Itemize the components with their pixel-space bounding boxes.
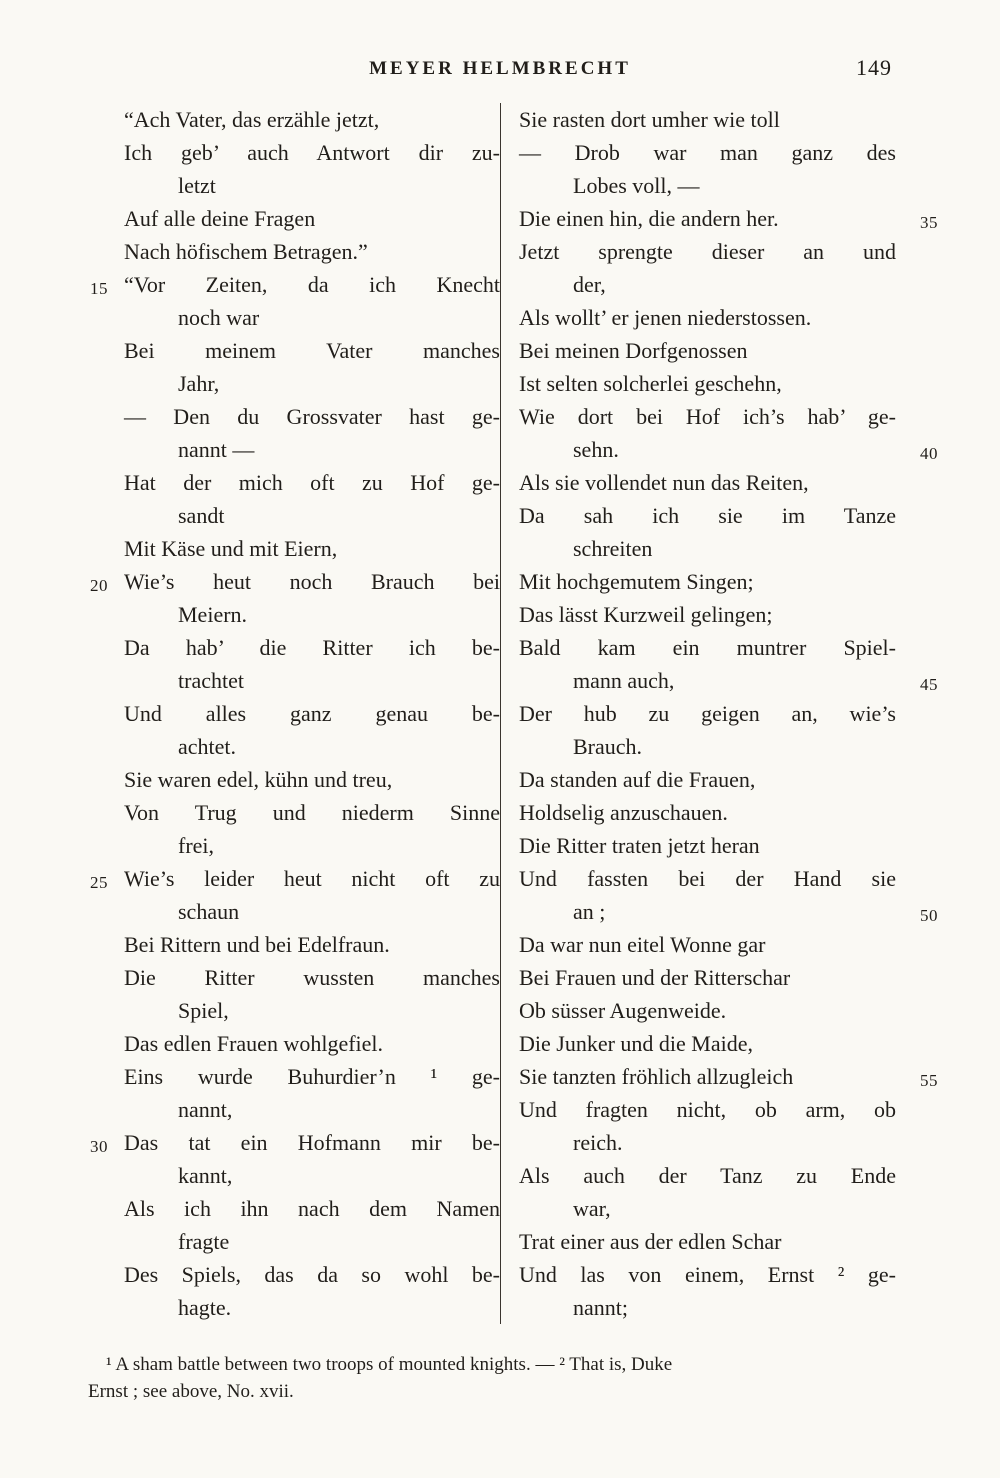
verse-line bbox=[124, 1258, 500, 1291]
verse-text: mann auch, bbox=[573, 668, 675, 693]
line-number: 30 bbox=[90, 1137, 108, 1156]
verse-text: Jetzt sprengte dieser an und bbox=[519, 239, 896, 264]
verse-text: nannt, bbox=[178, 1097, 233, 1122]
verse-line bbox=[519, 664, 938, 697]
verse-text: Die einen hin, die andern her. bbox=[519, 206, 779, 231]
text-columns bbox=[88, 103, 940, 1324]
verse-text: Trat einer aus der edlen Schar bbox=[519, 1229, 782, 1254]
running-title: MEYER HELMBRECHT bbox=[369, 58, 631, 79]
verse-line bbox=[519, 1027, 896, 1060]
verse-text: Lobes voll, — bbox=[573, 173, 700, 198]
line-number: 40 bbox=[920, 444, 938, 463]
verse-line bbox=[519, 1093, 896, 1126]
verse-text: Das lässt Kurzweil gelingen; bbox=[519, 602, 773, 627]
verse-line bbox=[519, 961, 896, 994]
verse-line bbox=[124, 697, 500, 730]
verse-line bbox=[519, 235, 896, 268]
verse-text: Wie dort bei Hof ich’s hab’ ge- bbox=[519, 404, 896, 429]
line-number: 15 bbox=[90, 279, 108, 298]
verse-text: Das tat ein Hofmann mir be- bbox=[124, 1130, 500, 1155]
verse-line bbox=[519, 730, 896, 763]
verse-text: Holdselig anzuschauen. bbox=[519, 800, 728, 825]
line-number: 55 bbox=[920, 1071, 938, 1090]
verse-text: fragte bbox=[178, 1229, 230, 1254]
verse-line bbox=[519, 1060, 938, 1093]
verse-line bbox=[519, 1225, 896, 1258]
verse-line bbox=[519, 433, 938, 466]
verse-line bbox=[519, 1258, 896, 1291]
verse-text: Ob süsser Augenweide. bbox=[519, 998, 727, 1023]
verse-text: schaun bbox=[178, 899, 240, 924]
verse-text: “Ach Vater, das erzähle jetzt, bbox=[124, 107, 380, 132]
verse-text: Da hab’ die Ritter ich be- bbox=[124, 635, 500, 660]
verse-text: Ich geb’ auch Antwort dir zu- bbox=[124, 140, 500, 165]
line-number: 25 bbox=[90, 873, 108, 892]
verse-line bbox=[519, 466, 896, 499]
verse-text: reich. bbox=[573, 1130, 623, 1155]
verse-text: Da sah ich sie im Tanze bbox=[519, 503, 896, 528]
verse-text: Als auch der Tanz zu Ende bbox=[519, 1163, 896, 1188]
verse-line bbox=[519, 796, 896, 829]
verse-line bbox=[519, 301, 896, 334]
verse-text: Eins wurde Buhurdier’n ¹ ge- bbox=[124, 1064, 500, 1089]
verse-text: letzt bbox=[178, 173, 216, 198]
verse-line bbox=[519, 763, 896, 796]
verse-text: Als sie vollendet nun das Reiten, bbox=[519, 470, 809, 495]
verse-text: Und fragten nicht, ob arm, ob bbox=[519, 1097, 896, 1122]
verse-line bbox=[124, 961, 500, 994]
page-header bbox=[0, 55, 1000, 88]
verse-line bbox=[519, 499, 896, 532]
verse-text: Von Trug und niederm Sinne bbox=[124, 800, 500, 825]
verse-line bbox=[124, 1159, 500, 1192]
verse-line bbox=[519, 532, 896, 565]
verse-line bbox=[519, 400, 896, 433]
verse-text: Mit Käse und mit Eiern, bbox=[124, 536, 338, 561]
verse-text: Sie waren edel, kühn und treu, bbox=[124, 767, 393, 792]
line-number: 35 bbox=[920, 213, 938, 232]
verse-line bbox=[124, 367, 500, 400]
verse-text: — Den du Grossvater hast ge- bbox=[124, 404, 500, 429]
verse-line bbox=[519, 169, 896, 202]
verse-line bbox=[90, 862, 500, 895]
verse-line bbox=[519, 565, 896, 598]
verse-line bbox=[124, 136, 500, 169]
verse-text: Die Ritter traten jetzt heran bbox=[519, 833, 760, 858]
verse-text: sehn. bbox=[573, 437, 619, 462]
verse-line bbox=[124, 631, 500, 664]
verse-line bbox=[124, 235, 500, 268]
verse-line bbox=[124, 730, 500, 763]
verse-line bbox=[519, 697, 896, 730]
left-column bbox=[88, 103, 500, 1324]
verse-line bbox=[124, 796, 500, 829]
verse-text: Ist selten solcherlei geschehn, bbox=[519, 371, 782, 396]
verse-line bbox=[124, 895, 500, 928]
verse-line bbox=[124, 499, 500, 532]
verse-line bbox=[519, 1126, 896, 1159]
verse-line bbox=[519, 103, 896, 136]
verse-line bbox=[124, 928, 500, 961]
verse-line bbox=[519, 1291, 896, 1324]
verse-text: Bei meinen Dorfgenossen bbox=[519, 338, 748, 363]
verse-line bbox=[519, 994, 896, 1027]
verse-text: Nach höfischem Betragen.” bbox=[124, 239, 368, 264]
verse-line bbox=[124, 598, 500, 631]
verse-line bbox=[124, 664, 500, 697]
footnote bbox=[88, 1351, 940, 1405]
verse-line bbox=[124, 466, 500, 499]
verse-text: an ; bbox=[573, 899, 606, 924]
page-number: 149 bbox=[856, 55, 892, 80]
verse-text: Sie tanzten fröhlich allzugleich bbox=[519, 1064, 794, 1089]
verse-line bbox=[124, 994, 500, 1027]
verse-text: Wie’s heut noch Brauch bei bbox=[124, 569, 500, 594]
verse-line bbox=[519, 202, 938, 235]
verse-line bbox=[124, 829, 500, 862]
verse-text: Jahr, bbox=[178, 371, 220, 396]
verse-line bbox=[519, 1192, 896, 1225]
verse-line bbox=[90, 1126, 500, 1159]
verse-text: Bald kam ein muntrer Spiel- bbox=[519, 635, 896, 660]
line-number: 50 bbox=[920, 906, 938, 925]
verse-text: achtet. bbox=[178, 734, 237, 759]
verse-line bbox=[124, 763, 500, 796]
verse-text: Hat der mich oft zu Hof ge- bbox=[124, 470, 500, 495]
verse-text: nannt — bbox=[178, 437, 255, 462]
verse-line bbox=[124, 169, 500, 202]
verse-text: Und las von einem, Ernst ² ge- bbox=[519, 1262, 896, 1287]
verse-line bbox=[124, 433, 500, 466]
verse-line bbox=[124, 103, 500, 136]
verse-text: Als wollt’ er jenen niederstossen. bbox=[519, 305, 812, 330]
verse-line bbox=[124, 532, 500, 565]
verse-text: Auf alle deine Fragen bbox=[124, 206, 316, 231]
verse-text: Da standen auf die Frauen, bbox=[519, 767, 756, 792]
verse-line bbox=[124, 400, 500, 433]
verse-line bbox=[90, 565, 500, 598]
verse-text: Und alles ganz genau be- bbox=[124, 701, 500, 726]
right-column bbox=[501, 103, 940, 1324]
line-number: 45 bbox=[920, 675, 938, 694]
verse-line bbox=[519, 895, 938, 928]
verse-text: schreiten bbox=[573, 536, 653, 561]
verse-text: Als ich ihn nach dem Namen bbox=[124, 1196, 500, 1221]
footnote-line: ¹ A sham battle between two troops of mounted knights. — ² That is, Duke bbox=[106, 1354, 673, 1375]
verse-text: “Vor Zeiten, da ich Knecht bbox=[124, 272, 500, 297]
verse-text: Der hub zu geigen an, wie’s bbox=[519, 701, 896, 726]
verse-text: Des Spiels, das da so wohl be- bbox=[124, 1262, 500, 1287]
verse-text: der, bbox=[573, 272, 606, 297]
verse-line bbox=[124, 202, 500, 235]
verse-text: Bei Rittern und bei Edelfraun. bbox=[124, 932, 390, 957]
verse-line bbox=[519, 1159, 896, 1192]
verse-line bbox=[519, 928, 896, 961]
verse-line bbox=[519, 829, 896, 862]
verse-text: Da war nun eitel Wonne gar bbox=[519, 932, 766, 957]
verse-text: hagte. bbox=[178, 1295, 232, 1320]
verse-line bbox=[124, 1060, 500, 1093]
verse-line bbox=[124, 1291, 500, 1324]
verse-text: Brauch. bbox=[573, 734, 643, 759]
verse-text: noch war bbox=[178, 305, 260, 330]
verse-text: — Drob war man ganz des bbox=[519, 140, 896, 165]
verse-text: war, bbox=[573, 1196, 611, 1221]
verse-text: Das edlen Frauen wohlgefiel. bbox=[124, 1031, 384, 1056]
verse-text: Die Ritter wussten manches bbox=[124, 965, 500, 990]
verse-text: Sie rasten dort umher wie toll bbox=[519, 107, 780, 132]
verse-text: Mit hochgemutem Singen; bbox=[519, 569, 754, 594]
verse-line bbox=[519, 136, 896, 169]
verse-text: Wie’s leider heut nicht oft zu bbox=[124, 866, 500, 891]
verse-text: Die Junker und die Maide, bbox=[519, 1031, 753, 1056]
verse-line bbox=[519, 598, 896, 631]
verse-line bbox=[124, 1225, 500, 1258]
verse-line bbox=[124, 1093, 500, 1126]
verse-line bbox=[124, 1192, 500, 1225]
verse-text: nannt; bbox=[573, 1295, 628, 1320]
verse-line bbox=[519, 334, 896, 367]
verse-text: sandt bbox=[178, 503, 225, 528]
verse-text: Bei meinem Vater manches bbox=[124, 338, 500, 363]
verse-line bbox=[519, 367, 896, 400]
verse-text: frei, bbox=[178, 833, 215, 858]
verse-line bbox=[124, 1027, 500, 1060]
verse-text: kannt, bbox=[178, 1163, 233, 1188]
verse-line bbox=[519, 862, 896, 895]
verse-line bbox=[124, 334, 500, 367]
verse-text: Meiern. bbox=[178, 602, 248, 627]
line-number: 20 bbox=[90, 576, 108, 595]
verse-text: Bei Frauen und der Ritterschar bbox=[519, 965, 791, 990]
verse-text: trachtet bbox=[178, 668, 244, 693]
verse-line bbox=[519, 631, 896, 664]
verse-line bbox=[519, 268, 896, 301]
verse-text: Spiel, bbox=[178, 998, 229, 1023]
verse-text: Und fassten bei der Hand sie bbox=[519, 866, 896, 891]
footnote-line: Ernst ; see above, No. xvii. bbox=[88, 1381, 294, 1402]
verse-line bbox=[90, 268, 500, 301]
verse-line bbox=[124, 301, 500, 334]
